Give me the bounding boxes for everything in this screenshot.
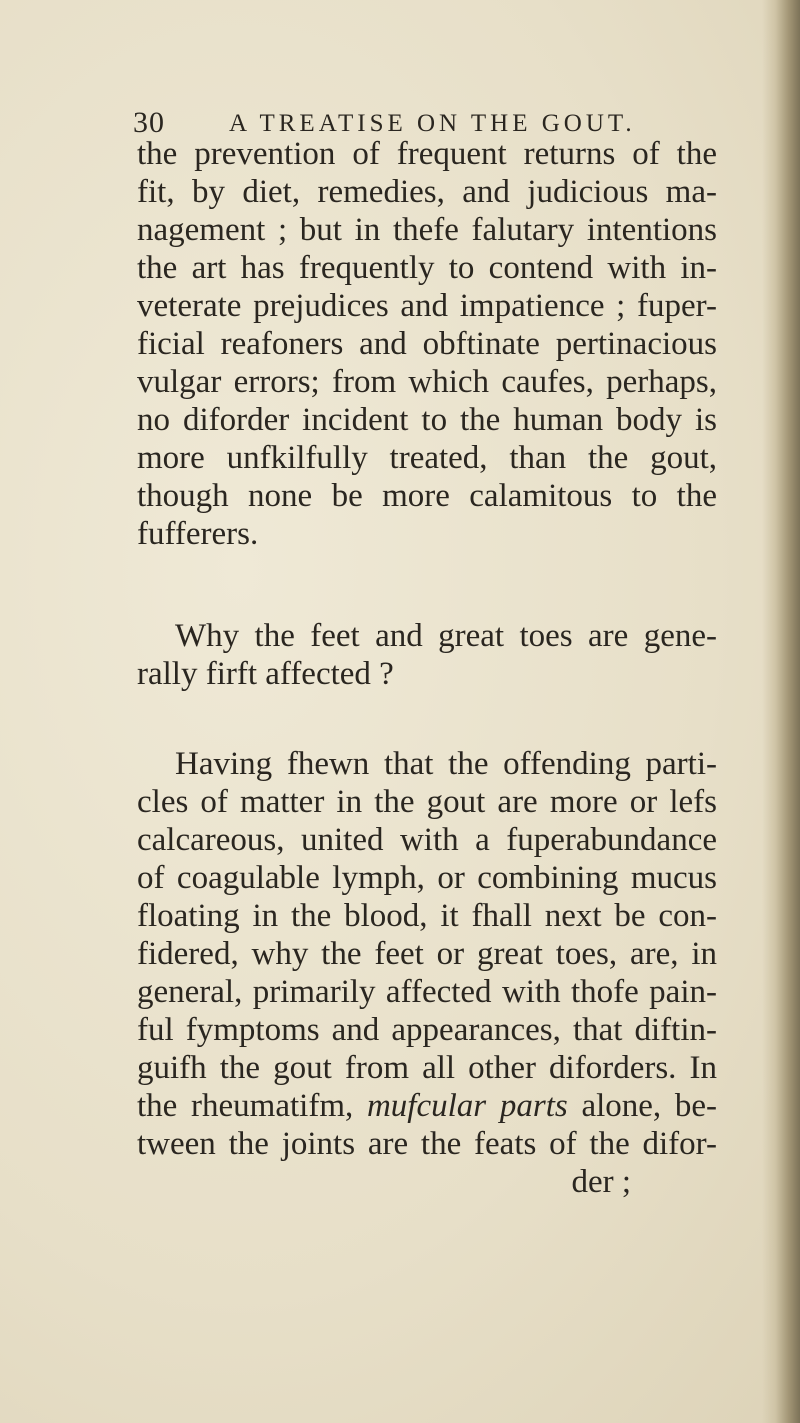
text-line: though none be more calamitous to the bbox=[137, 478, 717, 514]
catchword: der ; bbox=[571, 1164, 631, 1200]
text-line: fit, by diet, remedies, and judicious ma- bbox=[137, 174, 717, 210]
text-line: more unfkilfully treated, than the gout, bbox=[137, 440, 717, 476]
spacer bbox=[137, 553, 717, 591]
spacer bbox=[137, 719, 717, 745]
text-segment: the rheumatifm, bbox=[137, 1088, 354, 1124]
text-line: veterate prejudices and impatience ; fuper- bbox=[137, 288, 717, 324]
running-title: A TREATISE ON THE GOUT. bbox=[229, 110, 636, 137]
body-text bbox=[137, 135, 717, 1201]
section-question bbox=[137, 617, 717, 693]
text-line: vulgar errors; from which caufes, perhaps, bbox=[137, 364, 717, 400]
text-line: ficial reafoners and obftinate pertinacious bbox=[137, 326, 717, 362]
text-line: floating in the blood, it fhall next be con- bbox=[137, 898, 717, 934]
question-line: rally firft affected ? bbox=[137, 656, 394, 692]
text-line: fidered, why the feet or great toes, are, in bbox=[137, 936, 717, 972]
text-line: of coagulable lymph, or combining mucus bbox=[137, 860, 717, 896]
paragraph-1 bbox=[137, 135, 717, 553]
text-line: fufferers. bbox=[137, 516, 259, 552]
page-edge-shadow bbox=[762, 0, 800, 1423]
text-line-mixed bbox=[137, 1087, 717, 1125]
page-number: 30 bbox=[133, 106, 165, 139]
text-line: cles of matter in the gout are more or lefs bbox=[137, 784, 717, 820]
text-line: ful fymptoms and appearances, that diftin- bbox=[137, 1012, 717, 1048]
text-segment: alone, be- bbox=[581, 1088, 718, 1124]
spacer bbox=[137, 591, 717, 617]
text-line: no diforder incident to the human body is bbox=[137, 402, 717, 438]
text-line: the prevention of frequent returns of the bbox=[137, 136, 717, 172]
italic-phrase: mufcular parts bbox=[366, 1088, 568, 1124]
spacer bbox=[137, 693, 717, 719]
text-line: calcareous, united with a fuperabundance bbox=[137, 822, 717, 858]
text-line: tween the joints are the feats of the difor- bbox=[137, 1126, 717, 1162]
text-line: guifh the gout from all other diforders. In bbox=[137, 1050, 717, 1086]
text-line: general, primarily affected with thofe pain- bbox=[137, 974, 717, 1010]
question-line: Why the feet and great toes are gene- bbox=[175, 618, 717, 654]
paragraph-2 bbox=[137, 745, 717, 1163]
text-line: Having fhewn that the offending parti- bbox=[175, 746, 717, 782]
text-line: nagement ; but in thefe falutary intentions bbox=[137, 212, 717, 248]
text-line: the art has frequently to contend with in- bbox=[137, 250, 717, 286]
